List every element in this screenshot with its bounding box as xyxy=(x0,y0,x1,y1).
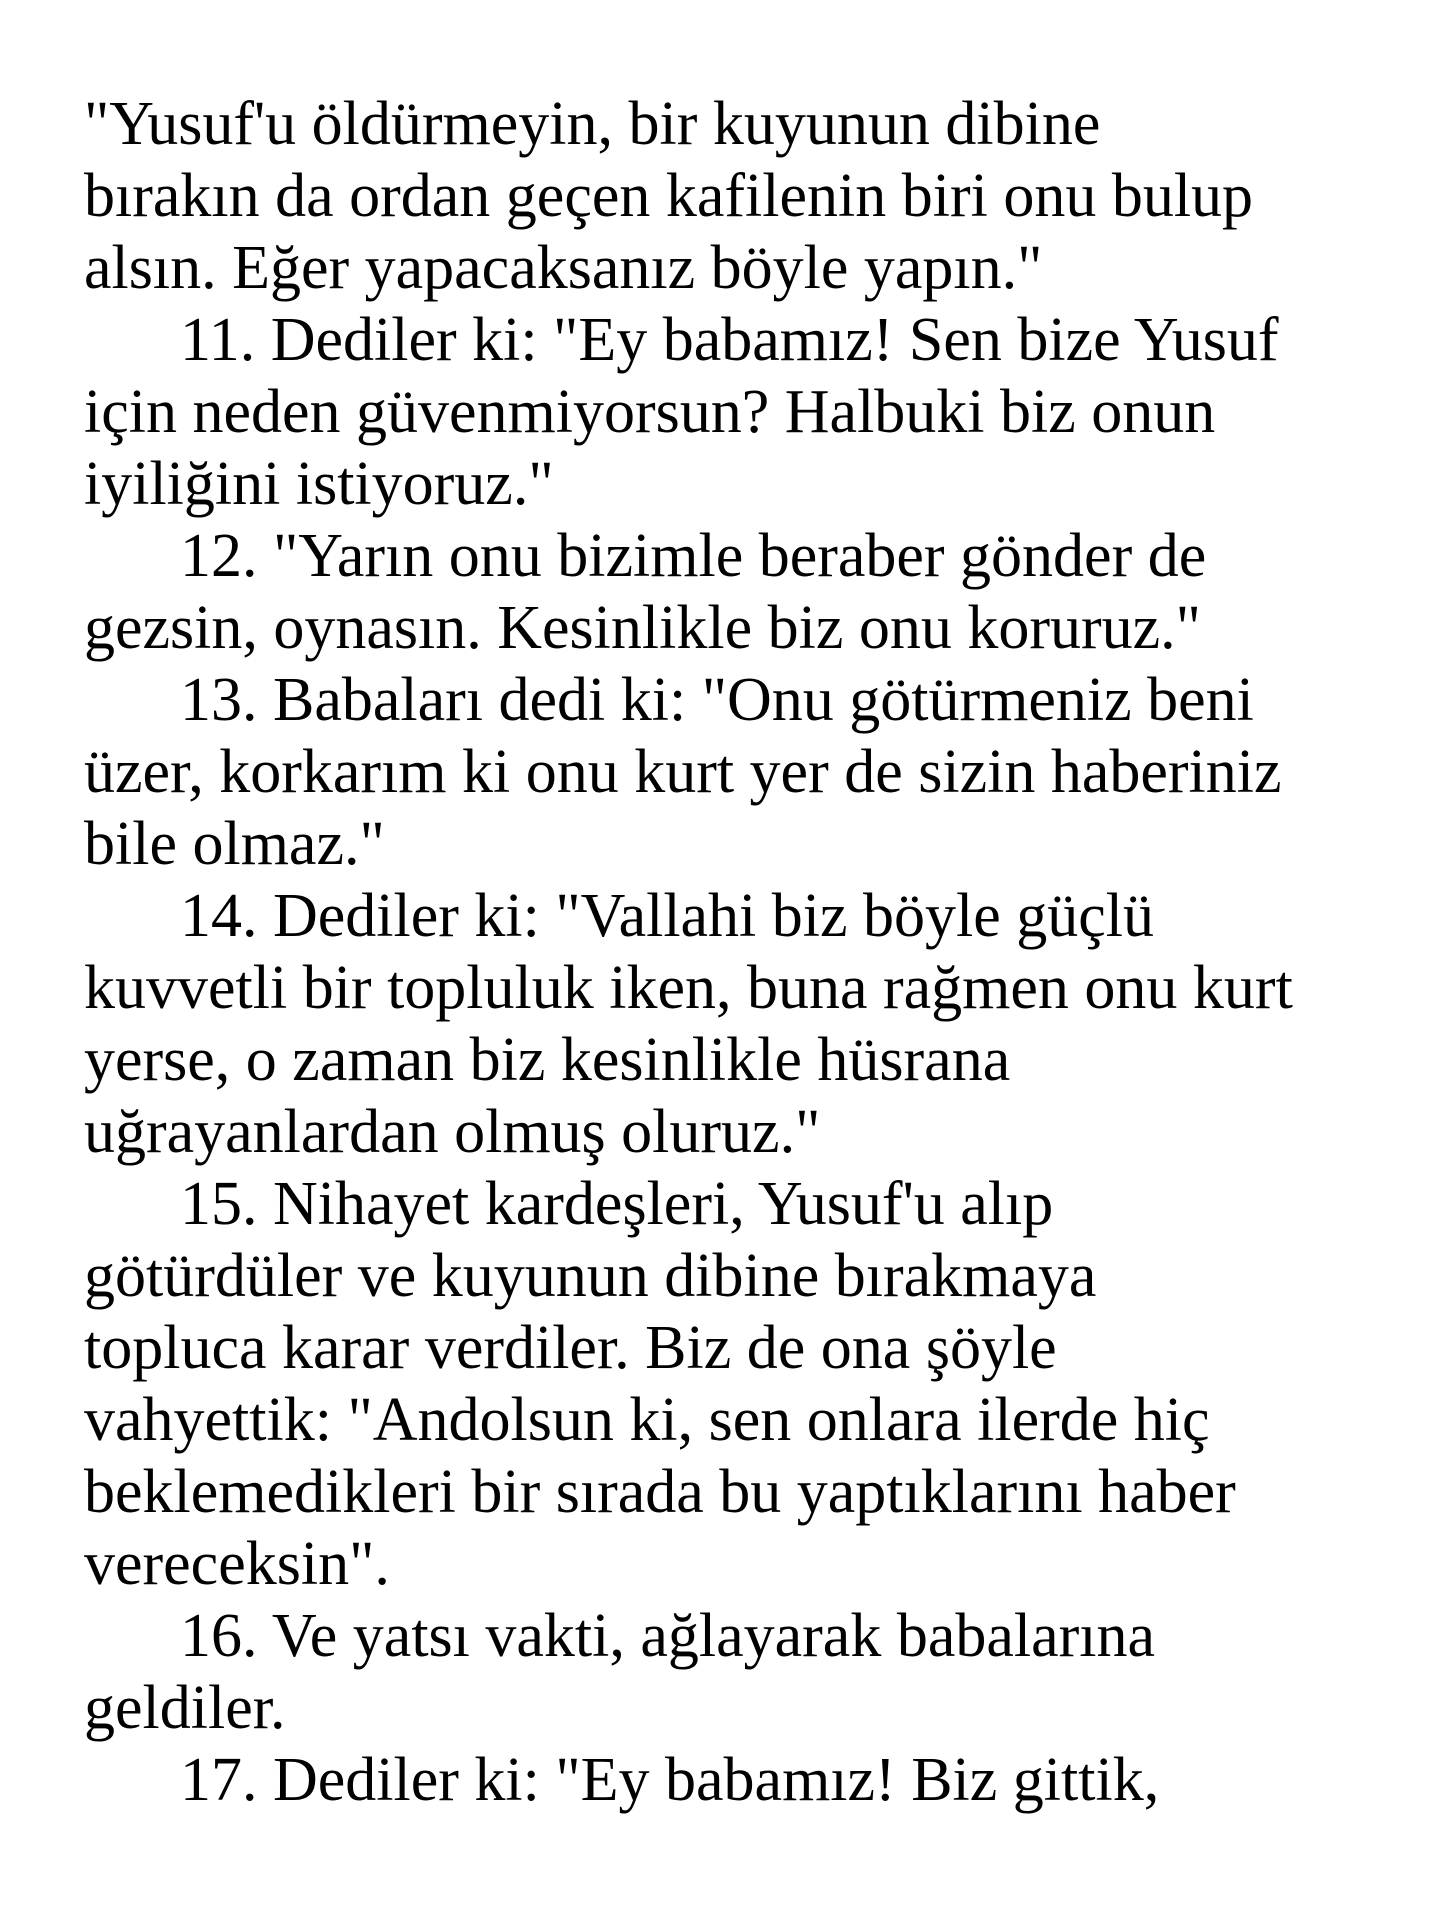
text-line: iyiliğini istiyoruz." xyxy=(84,450,554,518)
verse-17-start: 17. Dediler ki: "Ey babamız! Biz gittik, xyxy=(180,1746,1160,1814)
text-line: "Yusuf'u öldürmeyin, bir kuyunun dibine xyxy=(84,90,1101,158)
text-line: bırakın da ordan geçen kafilenin biri onu bulup xyxy=(84,162,1254,230)
text-line: alsın. Eğer yapacaksanız böyle yapın." xyxy=(84,234,1043,302)
text-line: gezsin, oynasın. Kesinlikle biz onu koruruz." xyxy=(84,594,1201,662)
verse-11-start: 11. Dediler ki: "Ey babamız! Sen bize Yusuf xyxy=(180,306,1279,374)
verse-13-start: 13. Babaları dedi ki: "Onu götürmeniz beni xyxy=(180,666,1254,734)
text-line: için neden güvenmiyorsun? Halbuki biz onun xyxy=(84,378,1216,446)
verse-14-start: 14. Dediler ki: "Vallahi biz böyle güçlü xyxy=(180,882,1155,950)
text-line: götürdüler ve kuyunun dibine bırakmaya xyxy=(84,1242,1097,1310)
text-line: topluca karar verdiler. Biz de ona şöyle xyxy=(84,1314,1057,1382)
text-line: üzer, korkarım ki onu kurt yer de sizin haberiniz xyxy=(84,738,1282,806)
text-line: geldiler. xyxy=(84,1674,286,1742)
text-line: vereceksin". xyxy=(84,1530,390,1598)
text-line: uğrayanlardan olmuş oluruz." xyxy=(84,1098,821,1166)
verse-12-start: 12. "Yarın onu bizimle beraber gönder de xyxy=(180,522,1207,590)
text-line: bile olmaz." xyxy=(84,810,385,878)
text-line: vahyettik: "Andolsun ki, sen onlara ilerde hiç xyxy=(84,1386,1210,1454)
text-line: beklemedikleri bir sırada bu yaptıklarını haber xyxy=(84,1458,1236,1526)
verse-16-start: 16. Ve yatsı vakti, ağlayarak babalarına xyxy=(180,1602,1155,1670)
text-line: yerse, o zaman biz kesinlikle hüsrana xyxy=(84,1026,1011,1094)
verse-15-start: 15. Nihayet kardeşleri, Yusuf'u alıp xyxy=(180,1170,1054,1238)
text-line: kuvvetli bir topluluk iken, buna rağmen onu kurt xyxy=(84,954,1293,1022)
